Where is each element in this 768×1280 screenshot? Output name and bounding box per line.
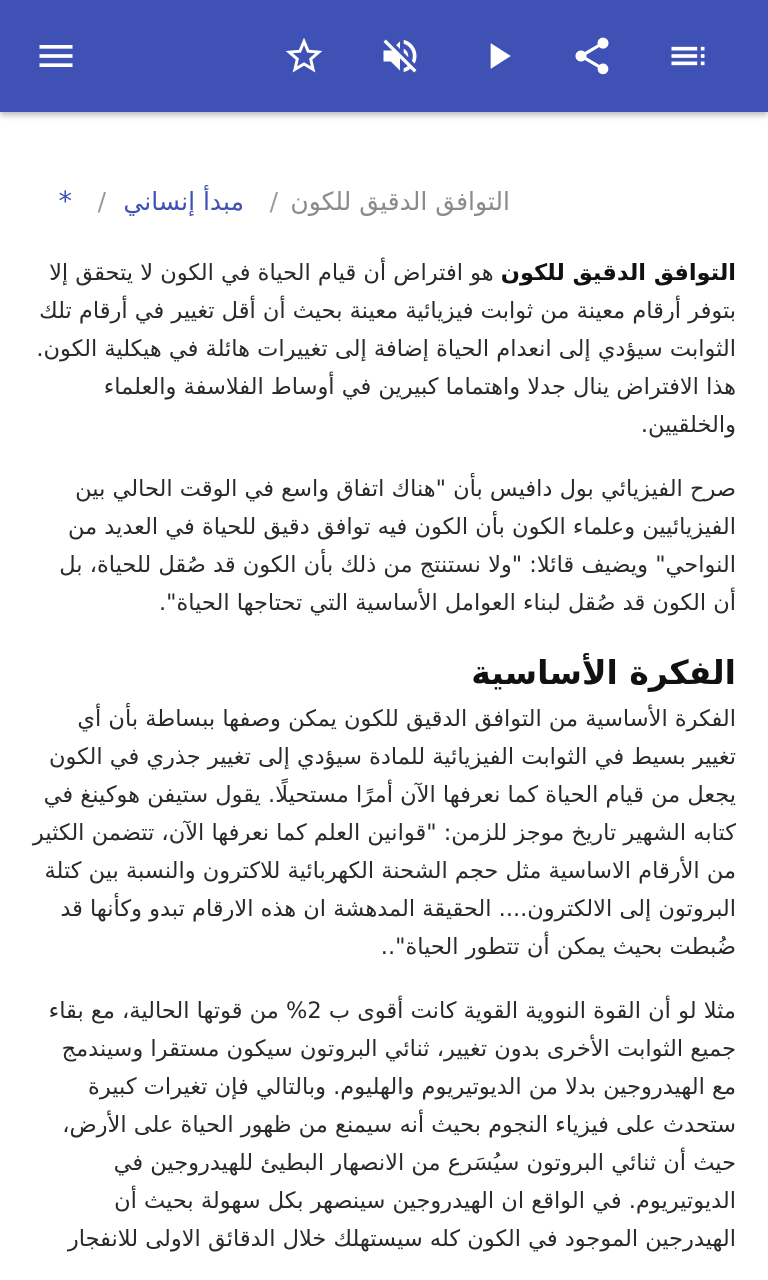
paragraph: صرح الفيزيائي بول دافيس بأن "هناك اتفاق واسع في الوقت الحالي بين الفيزيائيين وعلماء الكون بأن الكون فيه توافق دقيق للحياة في العديد من النواحي" ويضيف قائلا: "ولا نستنتج من ذلك بأن الكون قد صُقل للحياة، بل أن الكون قد صُقل لبناء العوامل الأساسية التي تحتاجها الحياة". (59, 476, 736, 616)
play-button[interactable] (466, 24, 530, 88)
intro-paragraph (32, 254, 736, 444)
volume-off-icon (378, 34, 422, 78)
breadcrumb-separator: / (269, 187, 278, 216)
breadcrumb (0, 182, 768, 222)
table-of-contents-icon (666, 34, 710, 78)
intro-text: هو افتراض أن قيام الحياة في الكون لا يتحقق إلا بتوفر أرقام معينة من ثوابت فيزيائية معينة بحيث أن أقل تغيير في أرقام تلك الثوابت سيؤدي إلى انعدام الحياة إضافة إلى تغييرات هائلة في هيكلية الكون. هذا الافتراض ينال جدلا واهتماما كبيرين في أوساط الفلاسفة والعلماء والخلقيين. (36, 260, 736, 438)
play-icon (476, 34, 520, 78)
breadcrumb-separator: / (97, 187, 106, 216)
share-icon (570, 34, 614, 78)
app-toolbar (0, 0, 768, 112)
breadcrumb-link-root[interactable]: * (58, 186, 72, 217)
article-body (32, 254, 736, 1280)
table-of-contents-button[interactable] (656, 24, 720, 88)
favorite-button[interactable] (272, 24, 336, 88)
article-content (0, 112, 768, 1280)
menu-button[interactable] (24, 24, 88, 88)
star-outline-icon (282, 34, 326, 78)
breadcrumb-current: التوافق الدقيق للكون (290, 187, 510, 216)
menu-icon (34, 34, 78, 78)
section-heading: الفكرة الأساسية (471, 653, 736, 692)
mute-button[interactable] (368, 24, 432, 88)
article-title-bold: التوافق الدقيق للكون (500, 260, 736, 286)
paragraph: مثلا لو أن القوة النووية القوية كانت أقوى ب 2% من قوتها الحالية، مع بقاء جميع الثوابت الأخرى بدون تغيير، ثنائي البروتون سيكون مستقرا وسيندمج مع الهيدروجين بدلا من الديوتيريوم والهليوم. وبالتالي فإن تغيرات كبيرة ستحدث على فيزياء النجوم بحيث أنه سيمنع من ظهور الحياة على الأرض، حيث أن ثنائي البروتون سيُسَرع من الانصهار البطيئ للهيدروجين في الديوتيريوم. في الواقع ان الهيدروجين سينصهر بكل سهولة بحيث أن الهيدرجين الموجود في الكون كله سيستهلك خلال الدقائق الاولى للانفجار (48, 998, 736, 1252)
paragraph: الفكرة الأساسية من التوافق الدقيق للكون يمكن وصفها ببساطة بأن أي تغيير بسيط في الثوابت الفيزيائية للمادة سيؤدي إلى تغيير جذري في الكون يجعل من قيام الحياة كما نعرفها الآن أمرًا مستحيلًا. يقول ستيفن هوكينغ في كتابه الشهير تاريخ موجز للزمن: "قوانين العلم كما نعرفها الآن، تتضمن الكثير من الأرقام الاساسية مثل حجم الشحنة الكهربائية للاكترون والنسبة بين كتلة البروتون إلى الالكترون.... الحقيقة المدهشة ان هذه الارقام تبدو وكأنها قد ضُبطت بحيث يمكن أن تتطور الحياة".. (32, 706, 736, 960)
breadcrumb-link-parent[interactable]: مبدأ إنساني (123, 187, 244, 216)
share-button[interactable] (560, 24, 624, 88)
